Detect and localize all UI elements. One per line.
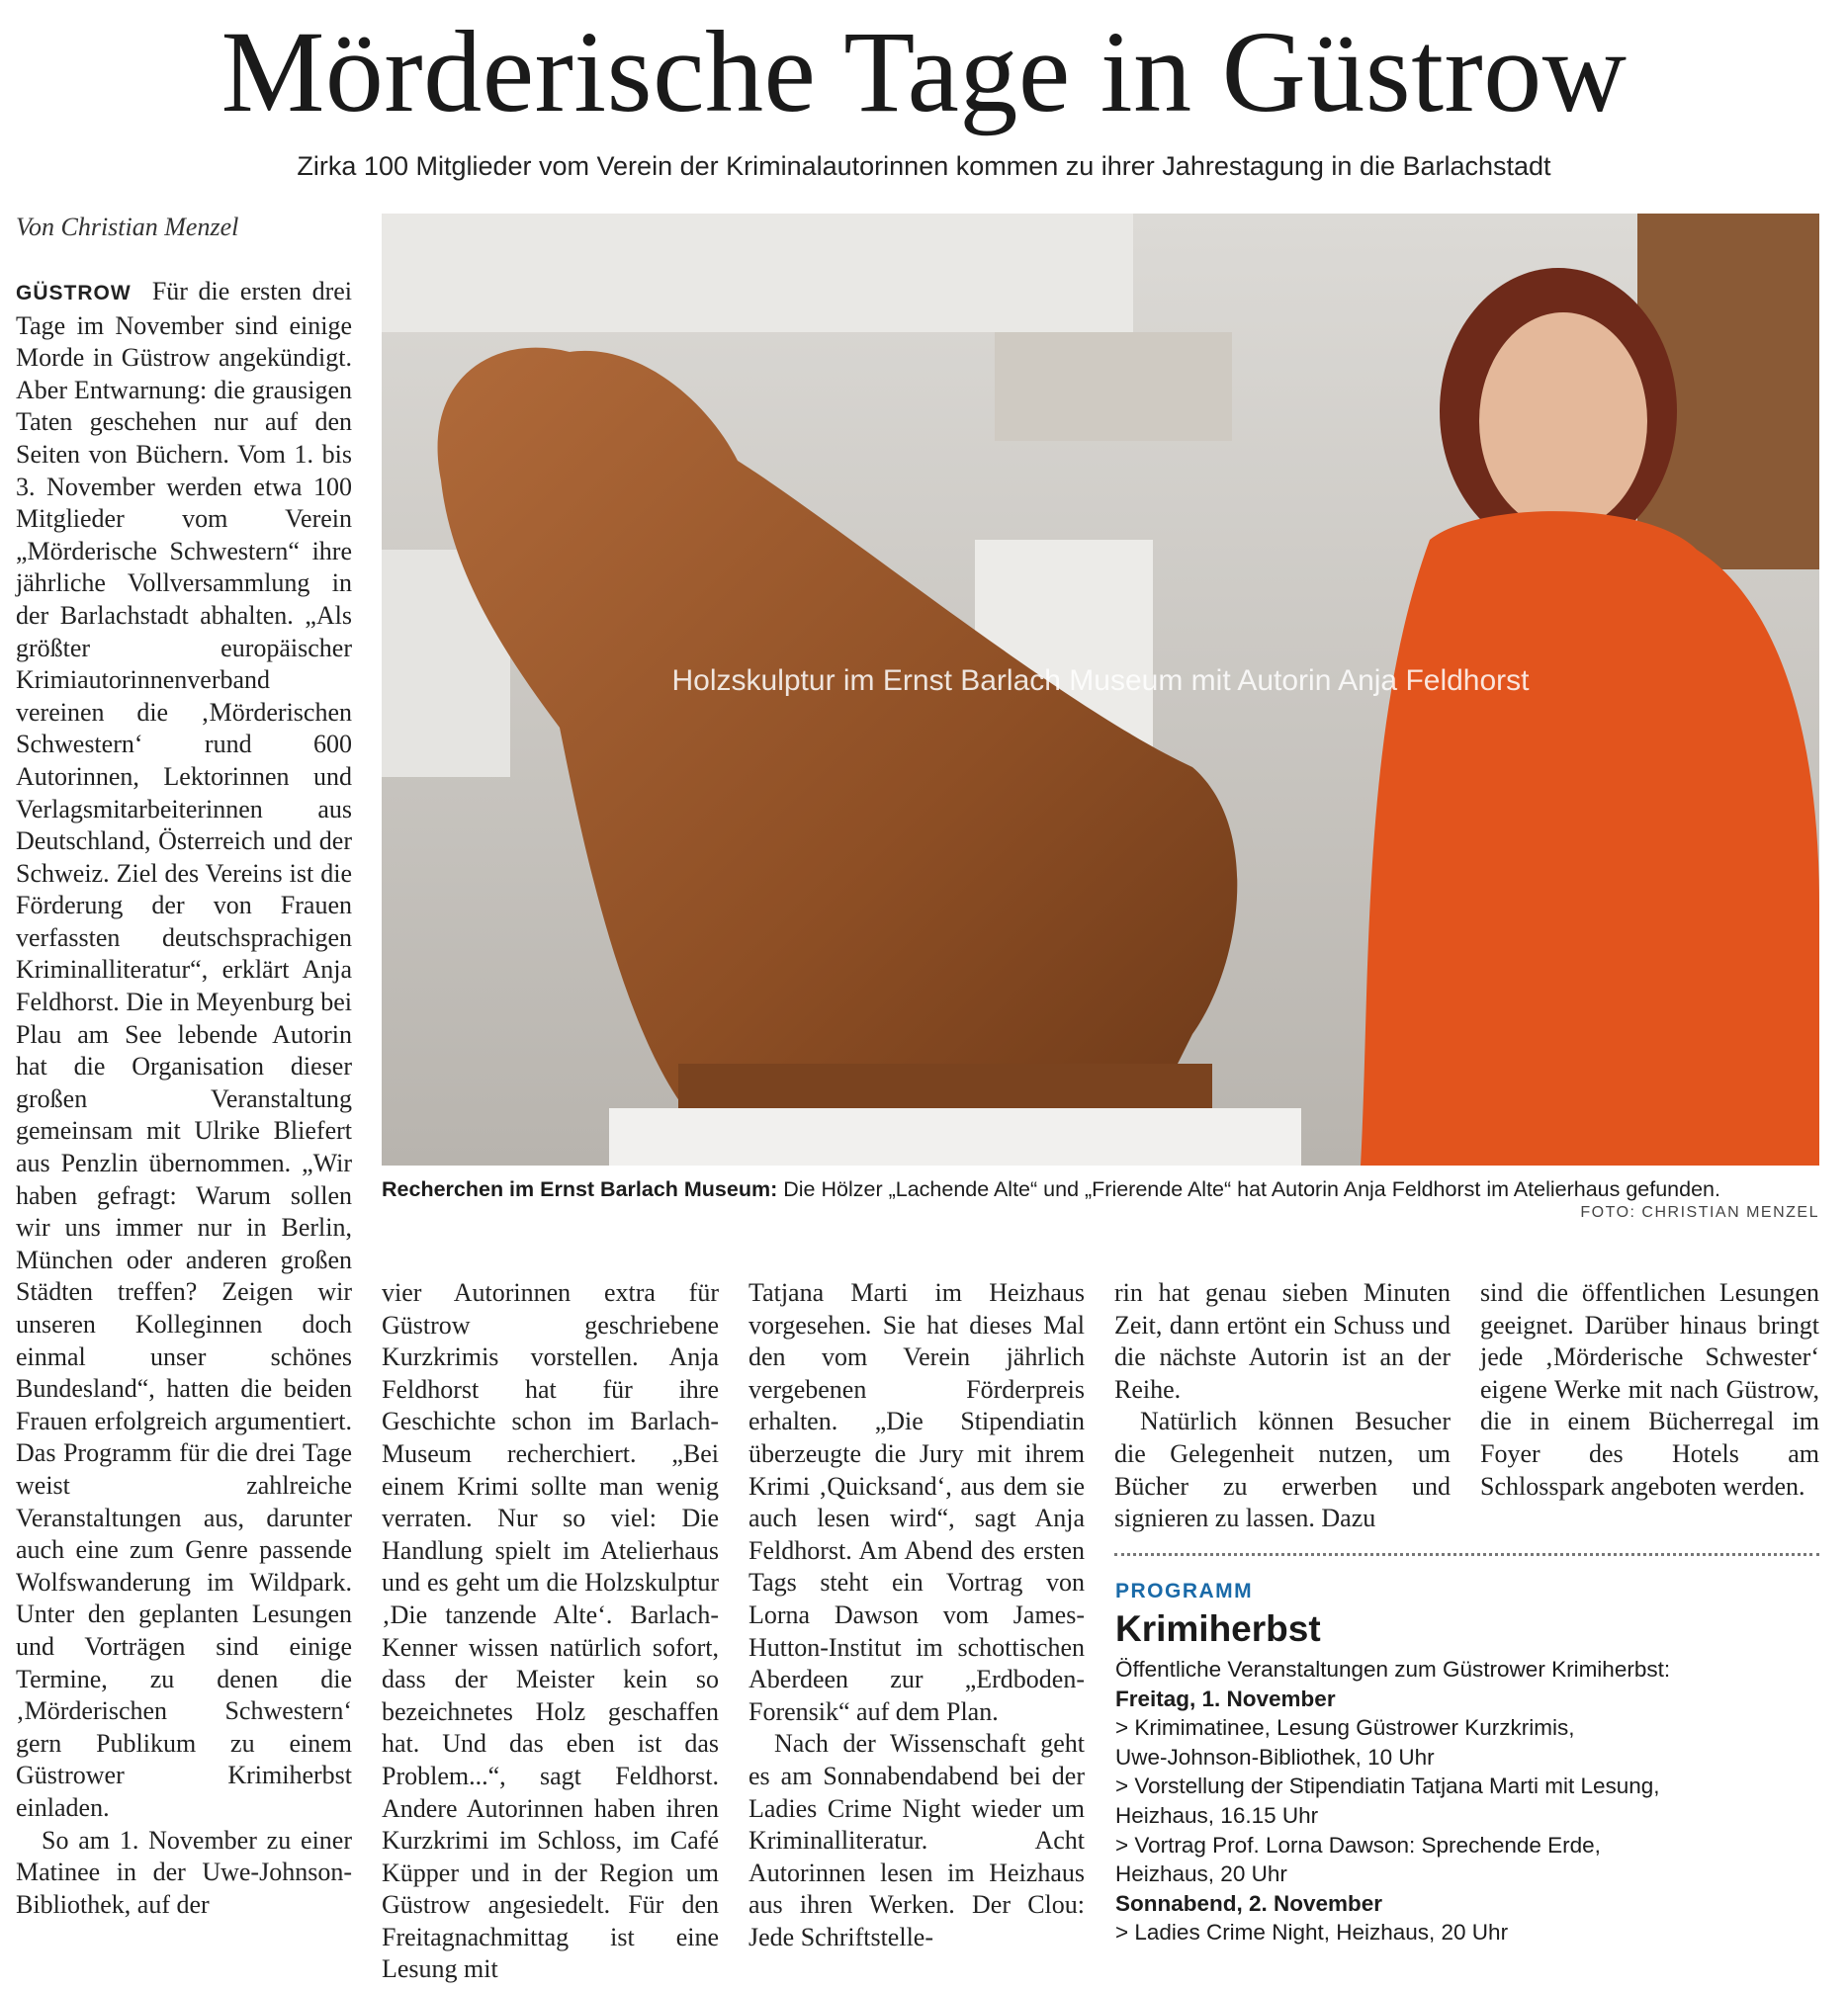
article-paragraph: vier Autorinnen extra für Güstrow geschriebene Kurzkrimis vorstellen. Anja Feldhorst hat für ihre Geschichte schon im Barlach-Museum recherchiert. „Bei einem Krimi sollte man wenig verraten. Nur so viel: Die Handlung spielt im Atelierhaus und es geht um die Holzskulptur ‚Die tanzende Alte‘. Barlach-Kenner wissen natürlich sofort, dass der Meister kein so bezeichnetes Holz geschaffen hat. Und das eben ist das Problem...“, sagt Feldhorst. Andere Autorinnen haben ihren Kurzkrimi im Schloss, im Café Küpper und in der Region um Güstrow angesiedelt. Für den Freitagnachmittag ist eine Lesung mit	[382, 1278, 719, 1984]
dateline: GÜSTROW	[16, 282, 132, 304]
article-paragraph: sind die öffentlichen Lesungen geeignet. Darüber hinaus bringt jede ‚Mörderische Schwester‘ eigene Werke mit nach Güstrow, die in einem Bücherregal im Foyer des Hotels am Schlosspark angeboten werden.	[1480, 1278, 1819, 1501]
program-title: Krimiherbst	[1115, 1608, 1321, 1649]
article-column-5	[1480, 1277, 1819, 1503]
article-column-2	[382, 1277, 719, 1986]
article-paragraph: Natürlich können Besucher die Gelegenheit nutzen, um Bücher zu erwerben und signieren zu lassen. Dazu	[1114, 1407, 1451, 1533]
article-paragraph: Tatjana Marti im Heizhaus vorgesehen. Sie hat dieses Mal den vom Verein jährlich vergebenen Förderpreis erhalten. „Die Stipendiatin überzeugte die Jury mit ihrem Krimi ‚Quicksand‘, aus dem sie auch lesen wird“, sagt Anja Feldhorst. Am Abend des ersten Tags steht ein Vortrag von Lorna Dawson vom James-Hutton-Institut im schottischen Aberdeen zur „Erdboden-Forensik“ auf dem Plan.	[748, 1278, 1085, 1726]
article-column-4	[1114, 1277, 1451, 1535]
program-line: > Vortrag Prof. Lorna Dawson: Sprechende Erde,	[1115, 1832, 1601, 1858]
photo-label: Holzskulptur im Ernst Barlach Museum mit Autorin Anja Feldhorst	[671, 664, 1530, 697]
program-box	[1115, 1578, 1819, 1947]
program-line: Öffentliche Veranstaltungen zum Güstrower Krimiherbst:	[1115, 1657, 1671, 1682]
program-list	[1115, 1655, 1819, 1947]
program-line: > Krimimatinee, Lesung Güstrower Kurzkrimis,	[1115, 1715, 1575, 1741]
program-day: Sonnabend, 2. November	[1115, 1890, 1383, 1916]
program-line: > Ladies Crime Night, Heizhaus, 20 Uhr	[1115, 1920, 1509, 1946]
caption-lead: Recherchen im Ernst Barlach Museum:	[382, 1177, 778, 1201]
photo-caption	[382, 1175, 1819, 1203]
divider	[1114, 1553, 1819, 1556]
subheadline: Zirka 100 Mitglieder vom Verein der Kriminalautorinnen kommen zu ihrer Jahrestagung in die Barlachstadt	[297, 151, 1551, 181]
orange-shirt-shape	[1361, 511, 1819, 1166]
article-paragraph	[16, 276, 352, 1825]
program-line: > Vorstellung der Stipendiatin Tatjana Marti mit Lesung,	[1115, 1774, 1660, 1799]
byline: Von Christian Menzel	[16, 213, 239, 241]
article-paragraph: So am 1. November zu einer Matinee in der Uwe-Johnson-Bibliothek, auf der	[16, 1825, 352, 1919]
program-line: Uwe-Johnson-Bibliothek, 10 Uhr	[1115, 1744, 1435, 1770]
article-paragraph: Nach der Wissenschaft geht es am Sonnabendabend bei der Ladies Crime Night wieder um Kriminalliteratur. Acht Autorinnen lesen im Heizhaus aus ihren Werken. Der Clou: Jede Schriftstelle-	[748, 1729, 1085, 1951]
headline: Mörderische Tage in Güstrow	[220, 7, 1628, 136]
program-line: Heizhaus, 20 Uhr	[1115, 1861, 1287, 1887]
caption-text: Die Hölzer „Lachende Alte“ und „Frierende Alte“ hat Autorin Anja Feldhorst im Atelierhaus gefunden.	[777, 1177, 1720, 1201]
article-photo	[382, 214, 1819, 1166]
photo-credit: FOTO: CHRISTIAN MENZEL	[1580, 1204, 1819, 1221]
program-line: Heizhaus, 16.15 Uhr	[1115, 1802, 1319, 1828]
article-column-3	[748, 1277, 1085, 1953]
program-kicker: PROGRAMM	[1115, 1580, 1254, 1602]
article-paragraph: rin hat genau sieben Minuten Zeit, dann ertönt ein Schuss und die nächste Autorin ist an der Reihe.	[1114, 1278, 1451, 1404]
photo-placeholder	[382, 214, 1819, 1166]
program-day: Freitag, 1. November	[1115, 1686, 1336, 1711]
article-column-1	[16, 276, 352, 1921]
paragraph-text: Für die ersten drei Tage im November sind einige Morde in Güstrow angekündigt. Aber Entwarnung: die grausigen Taten geschehen nur auf den Seiten von Büchern. Vom 1. bis 3. November werden etwa 100 Mitglieder vom Verein „Mörderische Schwestern“ ihre jährliche Vollversammlung in der Barlachstadt abhalten. „Als größter europäischer Krimiautorinnenverband vereinen die ‚Mörderischen Schwestern‘ rund 600 Autorinnen, Lektorinnen und Verlagsmitarbeiterinnen aus Deutschland, Österreich und der Schweiz. Ziel des Vereins ist die Förderung der von Frauen verfassten deutschsprachigen Kriminalliteratur“, erklärt Anja Feldhorst. Die in Meyenburg bei Plau am See lebende Autorin hat die Organisation dieser großen Veranstaltung gemeinsam mit Ulrike Bliefert aus Penzlin übernommen. „Wir haben gefragt: Warum sollen wir uns immer nur in Berlin, München oder anderen großen Städten treffen? Zeigen wir unseren Kolleginnen doch einmal unser schönes Bundesland“, hatten die beiden Frauen erfolgreich argumentiert. Das Programm für die drei Tage weist zahlreiche Veranstaltungen aus, darunter auch eine zum Genre passende Wolfswanderung im Wildpark. Unter den geplanten Lesungen und Vorträgen sind einige Termine, zu denen die ‚Mörderischen Schwestern‘ gern Publikum zu einem Güstrower Krimiherbst einladen.	[16, 277, 352, 1822]
